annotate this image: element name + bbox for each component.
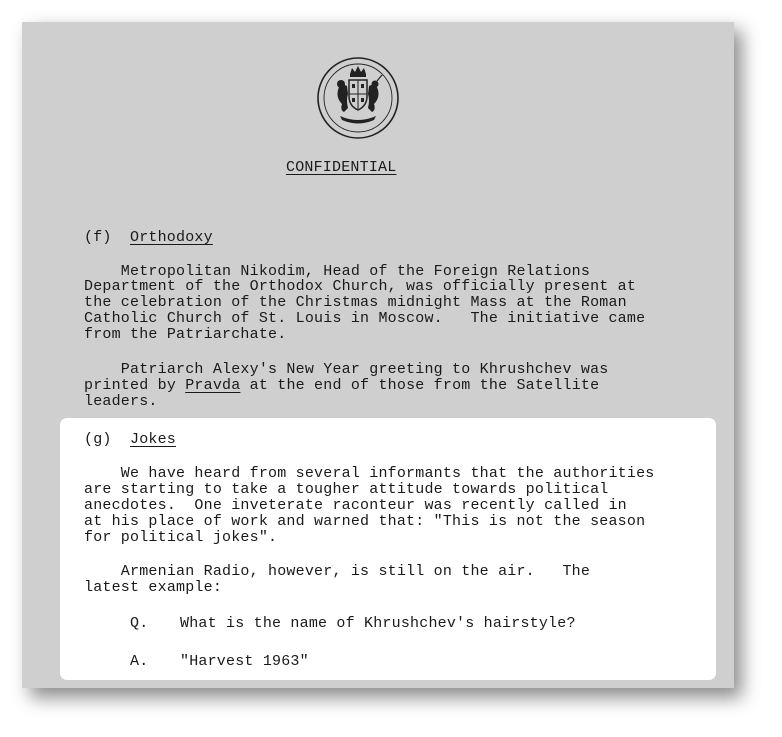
royal-crest-icon bbox=[316, 56, 400, 140]
answer-label: A. bbox=[130, 653, 149, 670]
question-text: What is the name of Khrushchev's hairstyle? bbox=[180, 615, 576, 632]
section-g-para1-line: We have heard from several informants that the authorities bbox=[84, 465, 655, 482]
section-g-para1-line: for political jokes". bbox=[84, 529, 278, 546]
section-f-heading: Orthodoxy bbox=[130, 229, 213, 246]
section-f-para2-line: leaders. bbox=[84, 393, 158, 410]
section-f-para1-line: from the Patriarchate. bbox=[84, 326, 287, 343]
section-f-para1-line: Catholic Church of St. Louis in Moscow. The initiative came bbox=[84, 310, 646, 327]
section-g-para1-line: are starting to take a tougher attitude towards political bbox=[84, 481, 609, 498]
answer-text: "Harvest 1963" bbox=[180, 653, 309, 670]
section-g-heading: Jokes bbox=[130, 431, 177, 448]
section-f-para2-line: printed by Pravda at the end of those from the Satellite bbox=[84, 377, 600, 394]
section-g-para2-line: latest example: bbox=[84, 579, 223, 596]
document-page bbox=[22, 22, 734, 688]
section-f-para2-line: Patriarch Alexy's New Year greeting to Khrushchev was bbox=[84, 361, 609, 378]
section-g-para2-line: Armenian Radio, however, is still on the air. The bbox=[84, 563, 591, 580]
section-f-para1-line: Metropolitan Nikodim, Head of the Foreign Relations bbox=[84, 263, 591, 280]
section-f-para1-line: Department of the Orthodox Church, was officially present at bbox=[84, 278, 637, 295]
question-label: Q. bbox=[130, 615, 149, 632]
section-f-para1-line: the celebration of the Christmas midnight Mass at the Roman bbox=[84, 294, 627, 311]
section-g-para1-line: at his place of work and warned that: "This is not the season bbox=[84, 513, 646, 530]
section-g-para1-line: anecdotes. One inveterate raconteur was recently called in bbox=[84, 497, 627, 514]
section-g-marker: (g) bbox=[84, 431, 112, 448]
newspaper-title: Pravda bbox=[185, 377, 241, 394]
classification-heading: CONFIDENTIAL bbox=[286, 159, 397, 176]
section-f-marker: (f) bbox=[84, 229, 112, 246]
highlighted-section bbox=[60, 418, 716, 680]
